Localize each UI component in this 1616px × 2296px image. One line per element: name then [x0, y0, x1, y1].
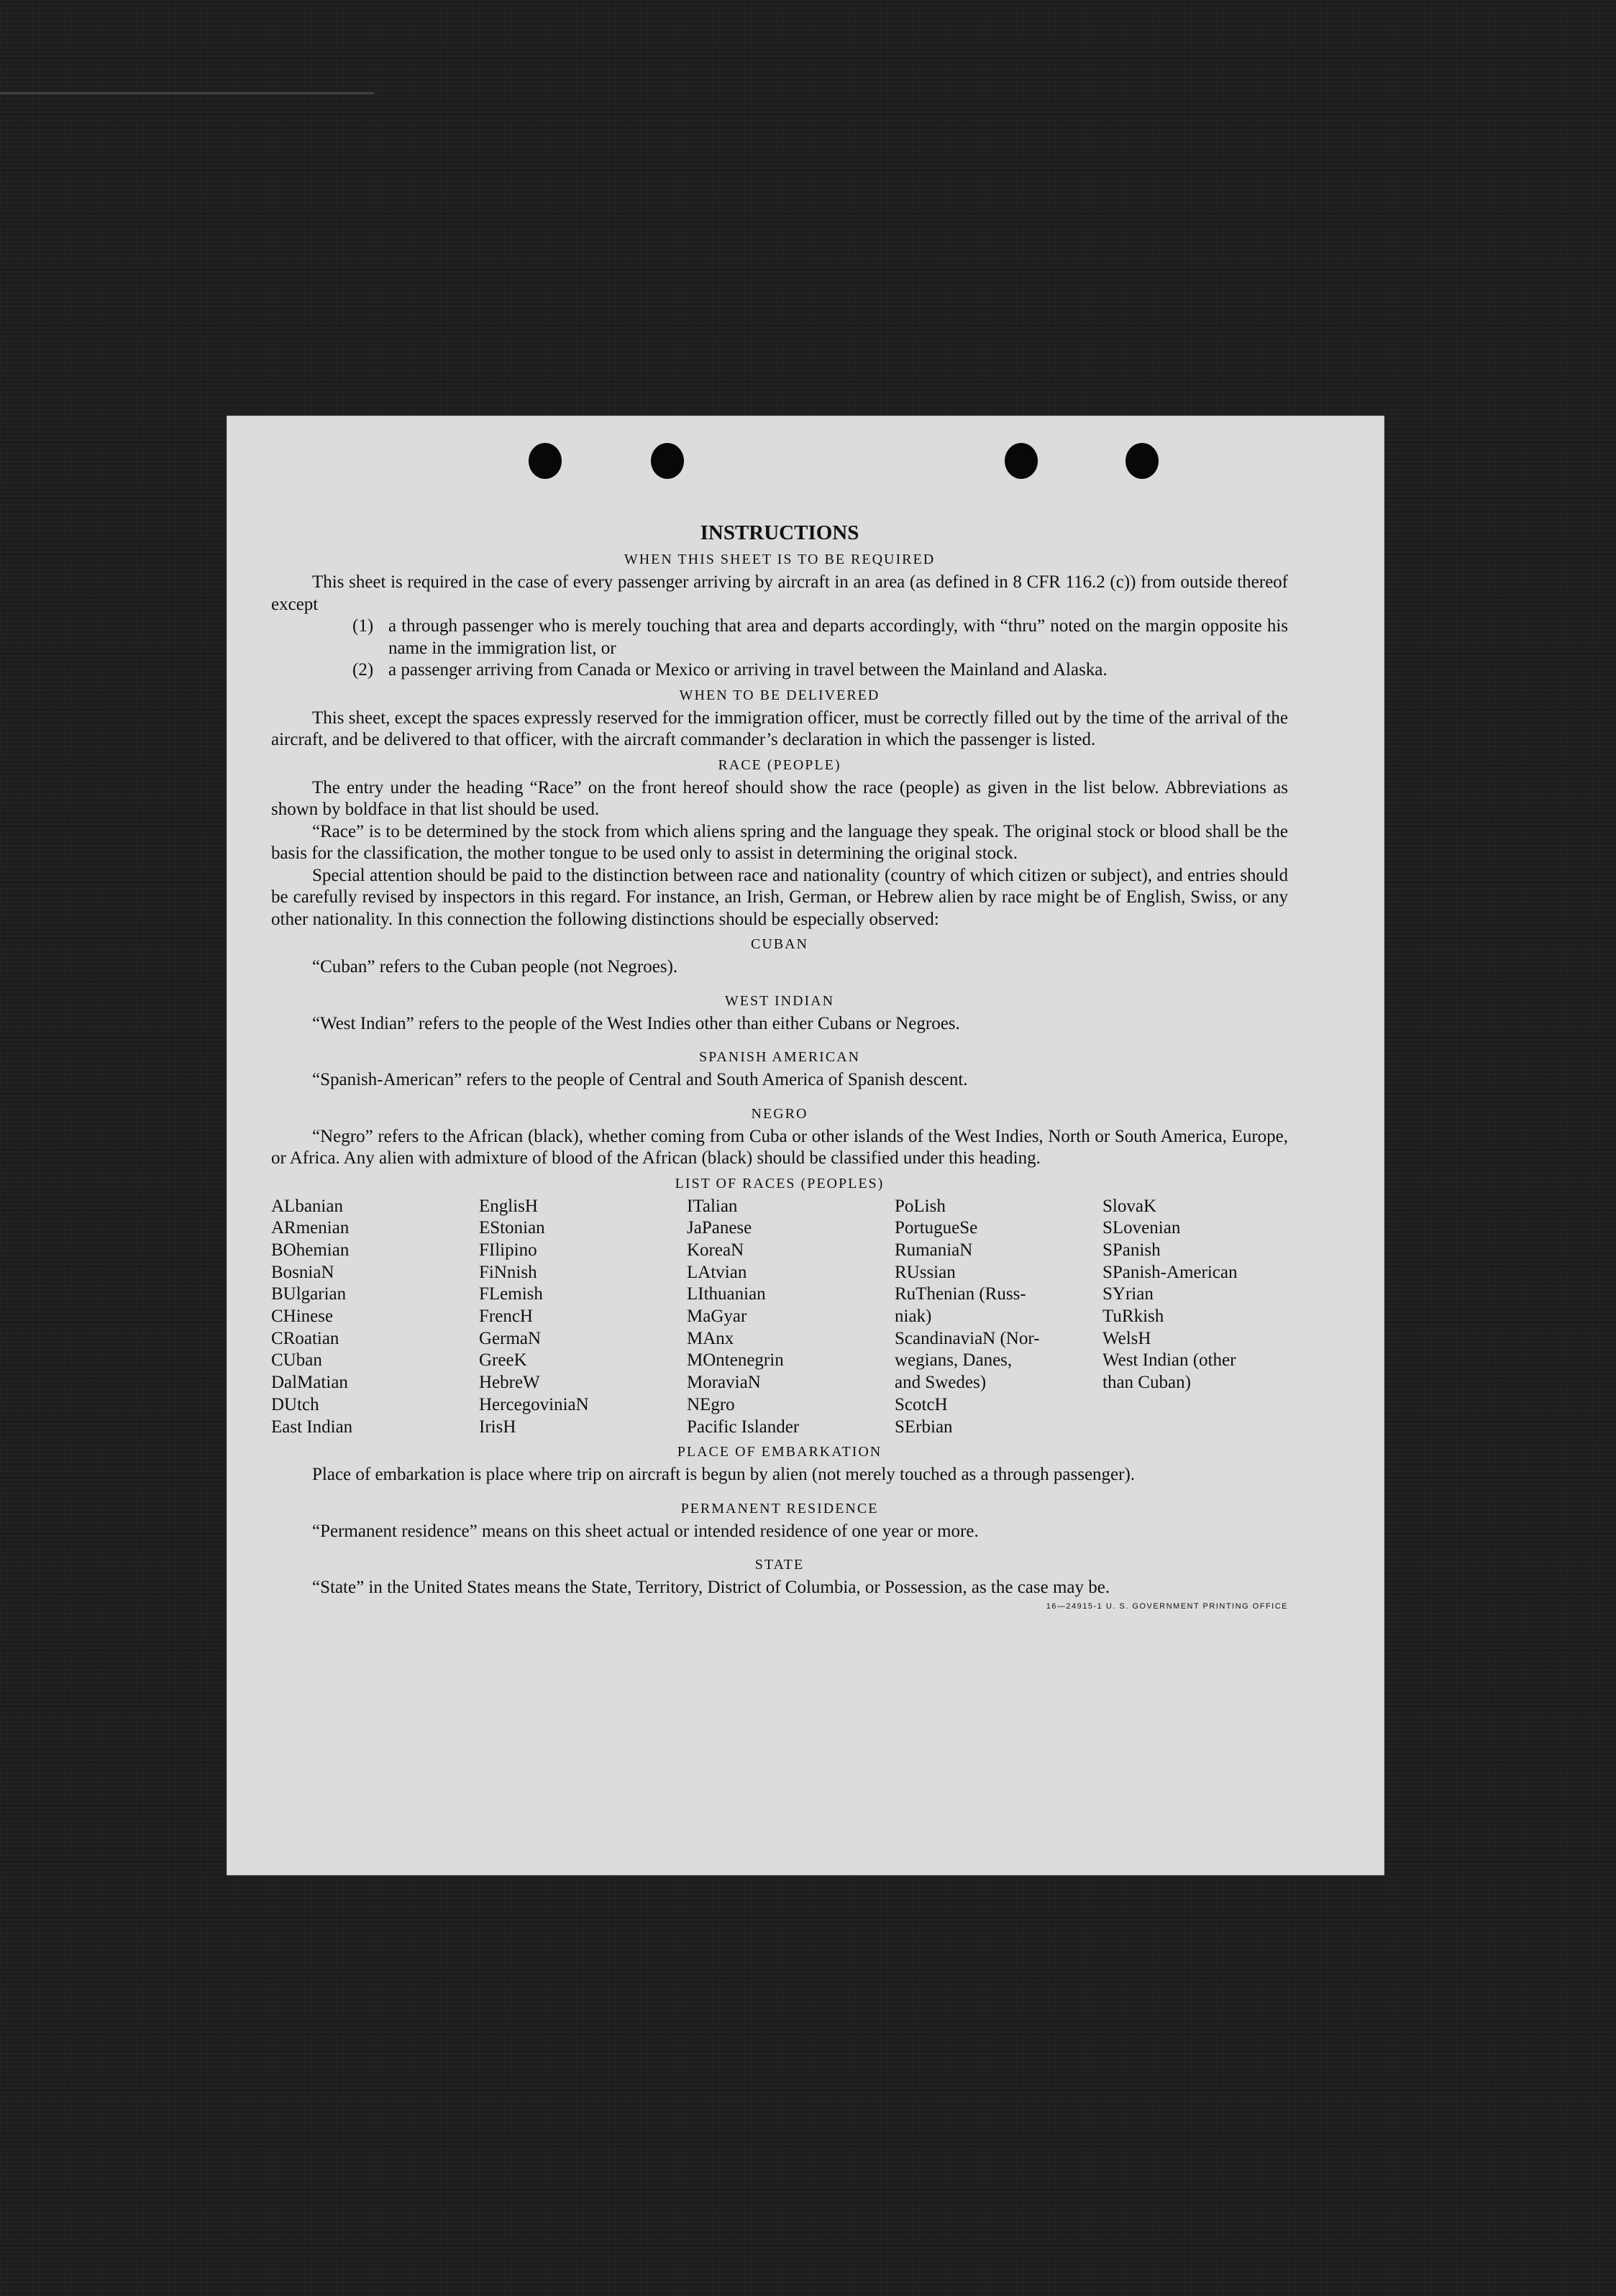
- race-entry: HebreW: [479, 1373, 540, 1393]
- race-entry: East Indian: [271, 1417, 353, 1437]
- exception-item: [271, 659, 1288, 682]
- race-entry: FIlipino: [479, 1240, 537, 1260]
- race-entry: GreeK: [479, 1350, 527, 1371]
- section-heading-residence: PERMANENT RESIDENCE: [680, 1500, 879, 1517]
- race-entry: SYrian: [1103, 1284, 1154, 1304]
- race-entry: Pacific Islander: [687, 1417, 800, 1437]
- race-entry: SlovaK: [1103, 1196, 1156, 1216]
- race-list: [271, 1196, 1288, 1439]
- required-intro: This sheet is required in the case of every passenger arriving by aircraft in an area (as defined in 8 CFR 116.2 (c)) from outside thereof except: [271, 572, 1288, 614]
- race-entry: EnglisH: [479, 1196, 538, 1216]
- race-entry: RuThenian (Russ-: [895, 1284, 1026, 1304]
- race-entry: FLemish: [479, 1284, 543, 1304]
- race-column: [1103, 1196, 1288, 1439]
- section-heading-spanish-american: SPANISH AMERICAN: [698, 1049, 861, 1065]
- item-text: a through passenger who is merely touching that area and departs accordingly, with “thru” noted on the margin opposite his name in the immigration list, or: [388, 616, 1288, 658]
- punch-hole: [1126, 443, 1159, 479]
- punch-hole: [1005, 443, 1038, 479]
- race-column: [687, 1196, 895, 1439]
- race-entry: ScotcH: [895, 1394, 948, 1414]
- race-column: [895, 1196, 1103, 1439]
- embarkation-text: Place of embarkation is place where trip on aircraft is begun by alien (not merely touched as a through passenger).: [312, 1465, 1136, 1485]
- race-entry: GermaN: [479, 1328, 542, 1348]
- race-paragraph-2: “Race” is to be determined by the stock from which aliens spring and the language they speak. The original stock or blood shall be the basis for the classification, the mother tongue to be used only to assist in determining the original stock.: [271, 821, 1288, 863]
- race-entry: MOntenegrin: [687, 1350, 784, 1371]
- race-entry: West Indian (other: [1103, 1350, 1236, 1371]
- page-title: INSTRUCTIONS: [700, 521, 859, 544]
- race-entry: FiNnish: [479, 1262, 537, 1282]
- race-entry: CUban: [271, 1350, 322, 1371]
- section-heading-race: RACE (PEOPLE): [718, 756, 841, 773]
- item-number: (1): [352, 616, 374, 636]
- state-text: “State” in the United States means the State, Territory, District of Columbia, or Possession, as the case may be.: [312, 1578, 1110, 1598]
- race-entry: KoreaN: [687, 1240, 744, 1260]
- race-entry: EStonian: [479, 1218, 545, 1238]
- race-entry: WelsH: [1103, 1328, 1151, 1348]
- race-entry: and Swedes): [895, 1373, 987, 1393]
- punch-hole: [651, 443, 684, 479]
- race-entry: ALbanian: [271, 1196, 343, 1216]
- west-indian-text: “West Indian” refers to the people of the West Indies other than either Cubans or Negroes.: [312, 1013, 960, 1033]
- printing-office-code: 16—24915-1 U. S. GOVERNMENT PRINTING OFFICE: [1046, 1601, 1288, 1611]
- race-entry: CRoatian: [271, 1328, 339, 1348]
- race-entry: TuRkish: [1103, 1307, 1164, 1327]
- race-entry: ARmenian: [271, 1218, 350, 1238]
- cuban-text: “Cuban” refers to the Cuban people (not Negroes).: [312, 957, 678, 977]
- item-text: a passenger arriving from Canada or Mexico or arriving in travel between the Mainland and Alaska.: [388, 660, 1108, 680]
- race-paragraph-3: Special attention should be paid to the distinction between race and nationality (country of which citizen or subject), and entries should be carefully revised by inspectors in this regard. For instance, an Irish, German, or Hebrew alien by race might be of English, Swiss, or any other nationality. In this connection the following distinctions should be especially observed:: [271, 865, 1288, 929]
- race-entry: MAnx: [687, 1328, 734, 1348]
- race-entry: PortugueSe: [895, 1218, 978, 1238]
- section-heading-delivered: WHEN TO BE DELIVERED: [679, 687, 880, 703]
- race-entry: CHinese: [271, 1307, 334, 1327]
- section-heading-west-indian: WEST INDIAN: [724, 992, 835, 1009]
- scan-artifact: [0, 92, 374, 94]
- section-heading-negro: NEGRO: [751, 1105, 808, 1122]
- race-entry: SLovenian: [1103, 1218, 1181, 1238]
- race-entry: NEgro: [687, 1394, 735, 1414]
- section-heading-required: WHEN THIS SHEET IS TO BE REQUIRED: [624, 552, 936, 567]
- race-entry: DUtch: [271, 1394, 319, 1414]
- race-column: [479, 1196, 687, 1439]
- race-entry: ITalian: [687, 1196, 738, 1216]
- race-entry: RUssian: [895, 1262, 956, 1282]
- punch-hole: [529, 443, 562, 479]
- race-entry: HercegoviniaN: [479, 1394, 589, 1414]
- race-entry: wegians, Danes,: [895, 1350, 1013, 1371]
- instructions-content: [271, 520, 1288, 1612]
- section-heading-race-list: LIST OF RACES (PEOPLES): [675, 1175, 885, 1192]
- race-paragraph-1: The entry under the heading “Race” on the front hereof should show the race (people) as given in the list below. Abbreviations as shown by boldface in that list should be used.: [271, 777, 1288, 819]
- section-heading-state: STATE: [754, 1557, 805, 1573]
- race-entry: BOhemian: [271, 1240, 350, 1260]
- residence-text: “Permanent residence” means on this sheet actual or intended residence of one year or more.: [312, 1521, 979, 1541]
- race-entry: LIthuanian: [687, 1284, 766, 1304]
- race-entry: ScandinaviaN (Nor-: [895, 1328, 1040, 1348]
- spanish-american-text: “Spanish-American” refers to the people of Central and South America of Spanish descent.: [312, 1070, 968, 1089]
- race-entry: BUlgarian: [271, 1284, 347, 1304]
- exception-item: [271, 616, 1288, 659]
- section-heading-embarkation: PLACE OF EMBARKATION: [677, 1444, 882, 1460]
- race-entry: JaPanese: [687, 1218, 752, 1238]
- race-entry: PoLish: [895, 1196, 946, 1216]
- section-heading-cuban: CUBAN: [750, 936, 808, 952]
- race-entry: IrisH: [479, 1417, 516, 1437]
- race-entry: MoraviaN: [687, 1373, 761, 1393]
- race-entry: LAtvian: [687, 1262, 747, 1282]
- race-entry: SPanish: [1103, 1240, 1161, 1260]
- race-entry: MaGyar: [687, 1307, 747, 1327]
- race-entry: FrencH: [479, 1307, 533, 1327]
- race-entry: RumaniaN: [895, 1240, 973, 1260]
- race-entry: niak): [895, 1307, 932, 1327]
- race-entry: than Cuban): [1103, 1373, 1191, 1393]
- race-entry: DalMatian: [271, 1373, 348, 1393]
- item-number: (2): [352, 660, 374, 680]
- race-entry: SErbian: [895, 1417, 953, 1437]
- negro-text: “Negro” refers to the African (black), whether coming from Cuba or other islands of the West Indies, North or South America, Europe, or Africa. Any alien with admixture of blood of the African (black) should be classified under this heading.: [271, 1126, 1288, 1168]
- race-column: [271, 1196, 479, 1439]
- delivered-text: This sheet, except the spaces expressly reserved for the immigration officer, must be correctly filled out by the time of the arrival of the aircraft, and be delivered to that officer, with the aircraft commander’s declaration in which the passenger is listed.: [271, 708, 1288, 749]
- document-sheet: [227, 416, 1384, 1875]
- race-entry: SPanish-American: [1103, 1262, 1238, 1282]
- race-entry: BosniaN: [271, 1262, 334, 1282]
